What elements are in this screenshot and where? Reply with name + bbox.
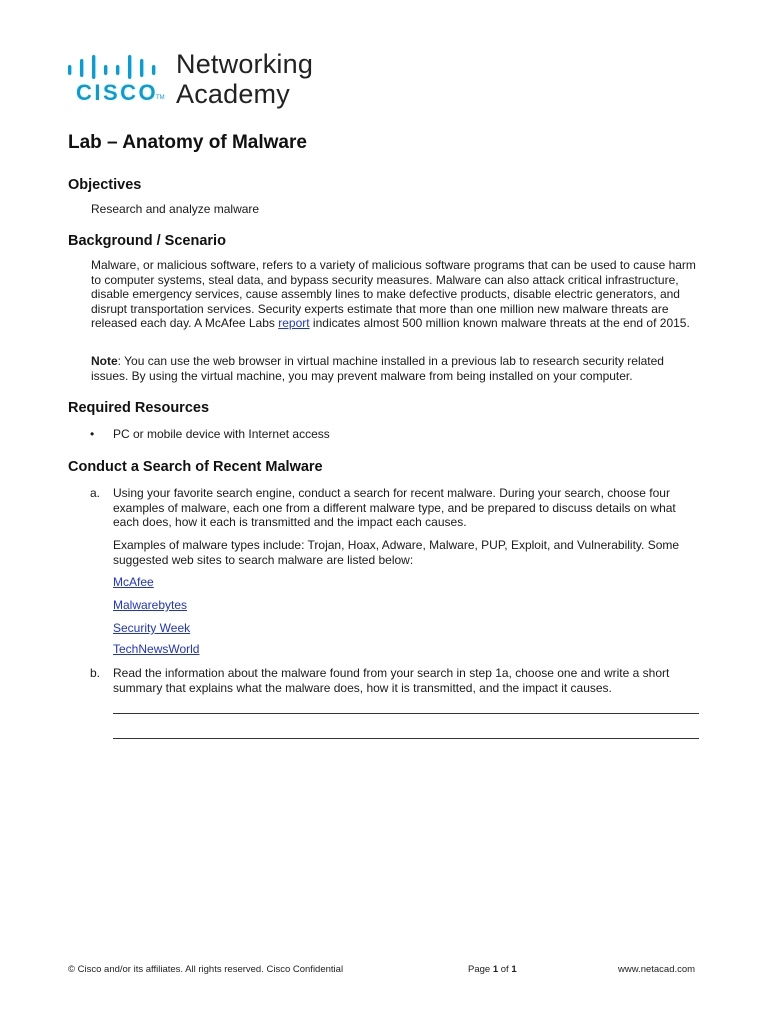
link-mcafee[interactable] [113,575,154,590]
page-title: Lab – Anatomy of Malware [68,132,307,153]
resources-heading: Required Resources [68,400,210,416]
malware-types-text: Examples of malware types include: Trojan, Hoax, Adware, Malware, PUP, Exploit, and Vulnerability. Some suggested web sites to search malware are listed below: [113,538,680,567]
background-text-1: Malware, or malicious software, refers to a variety of malicious software programs that can be used to cause harm to computer systems, steal data, and bypass security measures. Malware can also attack critical infrastructure, disable emergency services, cause assembly lines to make defective products, disable electric generators, and disrupt transportation services. Security experts estimate that more than one million new malware threats are released each day. A McAfee Labs [91,258,696,330]
footer-url[interactable]: www.netacad.com [618,964,696,975]
step-a-label: a. [90,486,101,500]
objectives-text: Research and analyze malware [91,202,260,216]
note-paragraph [91,354,701,383]
link-technewsworld-text[interactable]: TechNewsWorld [113,642,200,656]
bullet-icon: • [90,427,95,441]
note-text: : You can use the web browser in virtual machine installed in a previous lab to research security related issues. By using the virtual machine, you may prevent malware from being installed on your computer. [91,354,664,383]
step-b-text: Read the information about the malware found from your search in step 1a, choose one and write a short summary that explains what the malware does, how it is transmitted, and the impact it causes. [113,666,670,695]
page-prefix: Page [468,964,493,975]
report-link[interactable]: report [278,316,310,330]
link-mcafee-text[interactable]: McAfee [113,575,154,589]
search-heading: Conduct a Search of Recent Malware [68,459,323,475]
cisco-wordmark: CISCO [76,80,159,105]
answer-line-1[interactable] [113,713,699,714]
logo-line-networking: Networking [176,49,314,79]
objectives-heading: Objectives [68,177,142,193]
note-label: Note [91,354,118,368]
footer-page-number [468,964,517,975]
page-total: 1 [511,964,517,975]
page-of: of [498,964,512,975]
link-security-week-text[interactable]: Security Week [113,621,191,635]
background-paragraph [91,258,701,331]
logo-title [176,49,313,109]
trademark-mark: TM [156,95,165,101]
step-b-label: b. [90,666,101,680]
resource-item: PC or mobile device with Internet access [113,427,330,441]
footer-copyright: © Cisco and/or its affiliates. All rights reserved. Cisco Confidential [68,964,344,975]
page-current: 1 [492,964,499,975]
step-a-text: Using your favorite search engine, conduct a search for recent malware. During your search, choose four examples of malware, each one from a different malware type, and be prepared to discuss details on what each does, how it each is transmitted and the impact each causes. [113,486,676,529]
logo-line-academy: Academy [176,79,290,109]
background-heading: Background / Scenario [68,233,226,249]
cisco-bridge-bars-icon [68,55,164,81]
link-malwarebytes[interactable] [113,598,187,613]
answer-line-2[interactable] [113,738,699,739]
background-text-2: indicates almost 500 million known malware threats at the end of 2015. [309,316,690,330]
link-technewsworld[interactable] [113,642,199,657]
link-malwarebytes-text[interactable]: Malwarebytes [113,598,188,612]
link-security-week[interactable] [113,621,190,636]
